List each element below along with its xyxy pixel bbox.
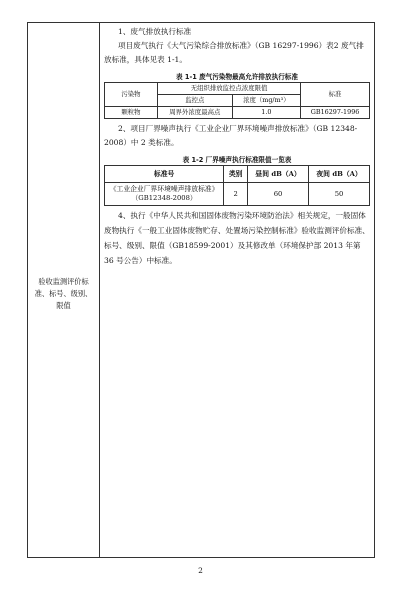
noise-standard-table	[104, 165, 370, 206]
table2-cell-standard: 《工业企业厂界环境噪声排放标准》（GB12348-2008）	[105, 183, 224, 206]
row-label-cell	[28, 23, 100, 557]
table1-header-standard: 标准	[301, 83, 370, 107]
table2-cell-night: 50	[309, 183, 370, 206]
table1-header-limit-group: 无组织排放监控点浓度限值	[158, 83, 301, 95]
item1-text: 项目废气执行《大气污染综合排放标准》（GB 16297-1996）表2 废气排放标准，具体见表 1-1。	[104, 41, 364, 64]
item1-heading: 1、废气排放执行标准	[118, 27, 192, 36]
standards-table-frame	[27, 22, 375, 558]
table2-cell-day: 60	[248, 183, 309, 206]
table2-header-standard: 标准号	[105, 166, 224, 183]
table1-header-pollutant: 污染物	[105, 83, 158, 107]
table1-cell-pollutant: 颗粒物	[105, 107, 158, 119]
item4-text: 4、执行《中华人民共和国固体废物污染环境防治法》相关规定，一般固体废物执行《一般工业固体废物贮存、处置场污染控制标准》验收监测评价标准、标号、级别、限值（GB18599-2001）及其修改单（环境保护部 2013 年第 36 号公告）中标准。	[104, 211, 370, 265]
table2-header-night: 夜间 dB（A）	[309, 166, 370, 183]
table1-header-monitor: 监控点	[158, 95, 233, 107]
table1-cell-monitor: 周界外浓度最高点	[158, 107, 233, 119]
table1-caption: 表 1-1 废气污染物最高允许排放执行标准	[175, 73, 298, 81]
table2-header-day: 昼间 dB（A）	[248, 166, 309, 183]
row-label: 验收监测评价标准、标号、级别、限值	[34, 277, 93, 310]
page-number: 2	[198, 566, 203, 575]
table2-cell-class: 2	[224, 183, 248, 206]
table2-caption: 表 1-2 厂界噪声执行标准限值一览表	[182, 156, 292, 164]
emission-standard-table	[104, 82, 370, 119]
table2-header-class: 类别	[224, 166, 248, 183]
table1-cell-conc: 1.0	[232, 107, 300, 119]
item2-text: 2、项目厂界噪声执行《工业企业厂界环境噪声排放标准》（GB 12348-2008）中 2 类标准。	[104, 124, 358, 147]
table1-cell-standard: GB16297-1996	[301, 107, 370, 119]
content-cell	[104, 25, 370, 268]
table1-header-conc: 浓度（mg/m³）	[232, 95, 300, 107]
